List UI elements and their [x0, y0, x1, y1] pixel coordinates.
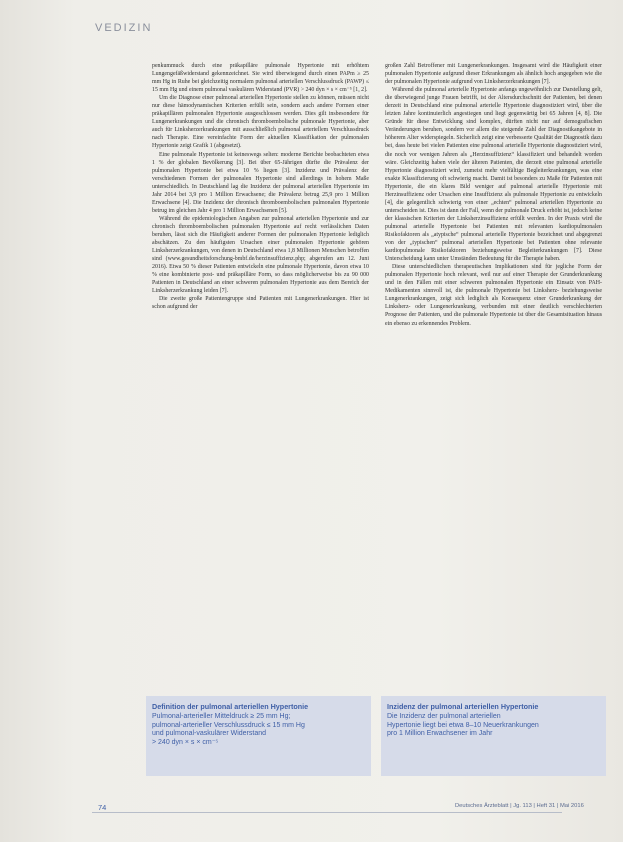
box-body	[387, 713, 600, 739]
box-line: Die Inzidenz der pulmonal arteriellen	[387, 713, 501, 720]
box-line: pulmonal-arterieller Verschlussdruck ≤ 15 mm Hg	[152, 721, 305, 729]
box-line: > 240 dyn × s × cm⁻⁵	[152, 738, 219, 746]
footer-divider	[392, 812, 562, 813]
box-line: und pulmonal-vaskulärer Widerstand	[152, 730, 266, 737]
box-line: Hypertonie liegt bei etwa 8–10 Neuerkrankungen	[387, 721, 539, 729]
section-header: VEDIZIN	[95, 22, 153, 34]
paragraph: Während die epidemiologischen Angaben zur pulmonal arteriellen Hypertonie und zur chronisch thromboembolischen pulmonalen Hypertonie auf recht verlässlichen Daten beruhen, lässt sich die Häufigkeit anderer Formen der pulmonalen Hypertonie lediglich abschätzen. Zu den häufigsten Ursachen einer pulmonalen Hypertonie gehören Linksherzerkrankungen, von denen in Deutschland etwa 1,8 Millionen Menschen betroffen sind (www.gesundheitsforschung-bmbf.de/herzinsuffizienz.php; abgerufen am 12. Juni 2016). Etwa 50 % dieser Patienten entwickeln eine pulmonale Hypertonie, davon etwa 10 % eine kombinierte post- und präkapilläre Form, so dass möglicherweise bis zu 90 000 Patienten in Deutschland an einer schweren pulmonalen Hypertonie aus dem Bereich der Linksherzerkrankung leiden [7].	[152, 215, 369, 295]
box-line: pro 1 Million Erwachsener im Jahr	[387, 730, 493, 737]
footer-divider	[92, 812, 392, 813]
paragraph: großen Zahl Betroffener mit Lungenerkrankungen. Insgesamt wird die Häufigkeit einer pulmonalen Hypertonie aufgrund dieser Erkrankungen als ähnlich hoch angegeben wie die der pulmonalen Hypertonie aufgrund von Linksherzerkrankungen [7].	[385, 63, 602, 86]
page-number: 74	[98, 803, 107, 812]
paragraph: Diese unterschiedlichen therapeutischen Implikationen sind für jegliche Form der pulmonalen Hypertonie hoch relevant, weil nur auf einer Therapie der Grunderkrankung und in den Fällen mit einer schweren pulmonalen Hypertonie ein Einsatz von PAH-Medikamenten sinnvoll ist, die pulmonale Hypertonie bei Linksherz- beziehungsweise Lungenerkrankungen, zeigt sich lediglich als Konsequenz einer Grunderkrankung der Linksherz- oder Lungenerkrankung, verbunden mit einer deutlich verschlechterten Prognose der Patienten, und die pulmonale Hypertonie ist über die Gesamtsituation hinaus ein ebenso zu erkennendes Problem.	[385, 264, 602, 327]
box-body	[152, 713, 365, 747]
paragraph: Eine pulmonale Hypertonie ist keineswegs selten: moderne Berichte beobachteten etwa 1 % der globalen Bevölkerung [3]. Bei über 65-Jährigen dürfte die Prävalenz der pulmonalen Hypertonie bei etwa 10 % liegen [3]. Inzidenz und Prävalenz der verschiedenen Formen der pulmonalen Hypertonie sind allerdings in hohem Maße unterschiedlich. In Deutschland lag die Inzidenz der pulmonal arteriellen Hypertonie im Jahr 2014 bei 3,9 pro 1 Million Erwachsene; die Prävalenz betrug 25,9 pro 1 Million Erwachsene [4]. Die Inzidenz der chronisch thromboembolischen pulmonalen Hypertonie betrug im gleichen Jahr 4 pro 1 Million Erwachsenen [5].	[152, 151, 369, 214]
incidence-box	[381, 696, 606, 776]
paragraph: Um die Diagnose einer pulmonal arteriellen Hypertonie stellen zu können, müssen nicht nur diese hämodynamischen Kriterien erfüllt sein, sondern auch andere Formen einer präkapillären pulmonalen Hypertonie ausgeschlossen werden. Dies gilt insbesondere für Lungenerkrankungen und die chronisch thromboembolische pulmonale Hypertonie, aber auch für Linksherzerkrankungen mit ausschließlich pulmonal arteriellem Verschlussdruck nach Therapie. Eine vereinfachte Form der aktuellen Klassifikation der pulmonalen Hypertonie zeigt Grafik 1 (abgesetzt).	[152, 95, 369, 150]
journal-reference: Deutsches Ärzteblatt | Jg. 113 | Heft 31 | Mai 2016	[455, 803, 584, 809]
box-line: Pulmonal-arterieller Mitteldruck ≥ 25 mm Hg;	[152, 713, 291, 720]
left-text-column	[152, 62, 369, 684]
paragraph: Die zweite große Patientengruppe sind Patienten mit Lungenerkrankungen. Hier ist schon aufgrund der	[152, 296, 369, 311]
paragraph: Während die pulmonal arterielle Hypertonie anfangs ungewöhnlich zur Darstellung gelt, die überwiegend junge Frauen betrifft, ist der Altersdurchschnitt der Patienten, bei denen derzeit in Deutschland eine pulmonal arterielle Hypertonie diagnostiziert wird, über die letzten Jahre kontinuierlich angestiegen und liegt gegenwärtig bei 65 Jahren [4, 8]. Die Gründe für diese Entwicklung sind komplex, dürften nicht nur auf demografischen Veränderungen beruhen, sondern vor allem die steigende Zahl der Diagnostikangebote in höherem Alter widerspiegeln. Sicherlich zeigt eine verbesserte Qualität der Diagnostik dazu bei, dass heute bei vielen Patienten eine pulmonal arterielle Hypertonie diagnostiziert wird, die noch vor wenigen Jahren als „Herzinsuffizienz“ klassifiziert und behandelt worden wäre. Gleichzeitig haben viele der älteren Patienten, die derzeit eine pulmonal arterielle Hypertonie diagnostiziert wird, zumeist mehr vielfältige Begleiterkrankungen, was eine exakte Klassifizierung oft schwierig macht. Damit ist besonders zu Maße für Patienten mit Hypertonie, die ein klares Bild weniger auf pulmonal arterielle Hypertonie mit Herzinsuffizienz oder Ursachen eine Insuffizienz als pulmonale Hypertonie zu entwickeln [4], die gelegentlich schwierig von einer „echten“ pulmonal arteriellen Hypertonie zu unterscheiden ist. Dies ist dann der Fall, wenn der pulmonale Druck erhöht ist, jedoch keine der klassischen Kriterien der Linksherzinsuffizienz erfüllt werden. In der Praxis wird die pulmonal arterielle Hypertonie bei Patienten mit relevanten kardiopulmonalen Risikofaktoren als „atypische“ pulmonal arterielle Hypertonie bezeichnet und abgegrenzt von der „typischen“ pulmonal arteriellen Hypertonie bei Patienten ohne relevante kardiopulmonale Risikofaktoren beziehungsweise Begleiterkrankungen [7]. Diese Unterscheidung kann unter Umständen Bedeutung für die Therapie haben.	[385, 87, 602, 263]
box-title: Inzidenz der pulmonal arteriellen Hypertonie	[387, 702, 539, 711]
right-text-column	[385, 62, 602, 684]
box-title: Definition der pulmonal arteriellen Hypertonie	[152, 702, 309, 711]
paragraph: penkummuck durch eine präkapilläre pulmonale Hypertonie mit erhöhtem Lungengefäßwiderstand gekennzeichnet. Sie wird überwiegend durch einen PAPm ≥ 25 mm Hg in Ruhe bei gleichzeitig normalem pulmonal arteriellen Verschlussdruck (PAWP) ≤ 15 mm Hg und einem pulmonal vaskulären Widerstand (PVR) > 240 dyn × s × cm⁻⁵ [1, 2].	[152, 63, 369, 94]
definition-box	[146, 696, 371, 776]
